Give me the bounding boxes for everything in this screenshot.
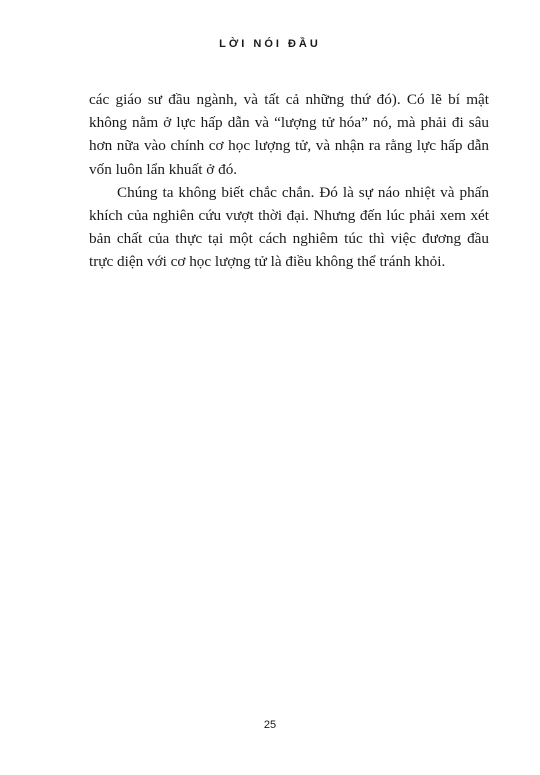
running-header: LỜI NÓI ĐẦU (219, 38, 321, 50)
paragraph-continuation: các giáo sư đầu ngành, và tất cả những thứ đó). Có lẽ bí mật không nằm ở lực hấp dẫn và “lượng tử hóa” nó, mà phải đi sâu hơn nữa vào chính cơ học lượng tử, và nhận ra rằng lực hấp dẫn vốn luôn lẩn khuất ở đó. (89, 91, 489, 178)
page-number: 25 (263, 719, 277, 731)
paragraph: Chúng ta không biết chắc chắn. Đó là sự náo nhiệt và phấn khích của nghiên cứu vượt thời đại. Nhưng đến lúc phải xem xét bản chất của thực tại một cách nghiêm túc thì việc đương đầu trực diện với cơ học lượng tử là điều không thể tránh khỏi. (89, 183, 489, 271)
body-text (89, 88, 489, 274)
